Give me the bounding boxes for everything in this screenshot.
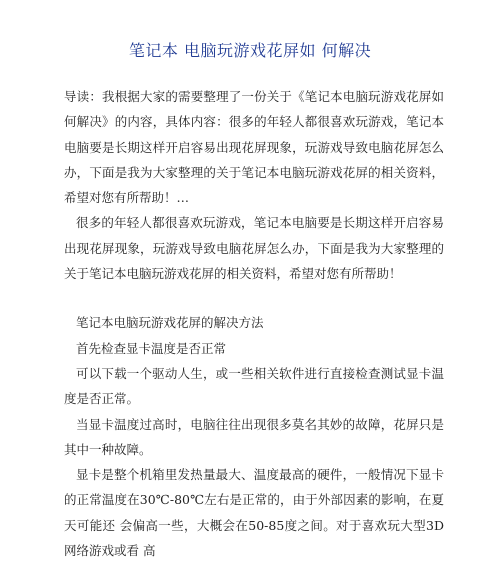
step-heading: 首先检查显卡温度是否正常 [76,340,227,356]
document-body [64,84,444,563]
body-paragraph: 显卡是整个机箱里发热量最大、温度最高的硬件，一般情况下显卡的正常温度在30℃-80℃左右是正常的，由于外部因素的影响，在夏天可能还 会偏高一些，大概会在50-85度之间。对于喜欢玩大型3D网络游戏或看 高 [64,467,444,559]
body-paragraph: 很多的年轻人都很喜欢玩游戏，笔记本电脑要是长期这样开启容易出现花屏现象，玩游戏导致电脑花屏怎么办，下面是我为大家整理的关于笔记本电脑玩游戏花屏的相关资料，希望对您有所帮助！ [64,215,444,282]
body-paragraph: 可以下载一个驱动人生，或一些相关软件进行直接检查测试显卡温度是否正常。 [64,365,444,407]
paragraph-spacer [64,286,444,310]
intro-paragraph: 导读：我根据大家的需要整理了一份关于《笔记本电脑玩游戏花屏如何解决》的内容，具体内容：很多的年轻人都很喜欢玩游戏，笔记本电脑要是长期这样开启容易出现花屏现象，玩游戏导致电脑花屏怎么办，下面是我为大家整理的关于笔记本电脑玩游戏花屏的相关资料，希望对您有所帮助！… [64,89,444,206]
section-heading: 笔记本电脑玩游戏花屏的解决方法 [76,315,264,331]
body-paragraph: 当显卡温度过高时，电脑往往出现很多莫名其妙的故障，花屏只是其中一种故障。 [64,416,444,457]
document-title: 笔记本 电脑玩游戏花屏如 何解决 [128,41,372,60]
